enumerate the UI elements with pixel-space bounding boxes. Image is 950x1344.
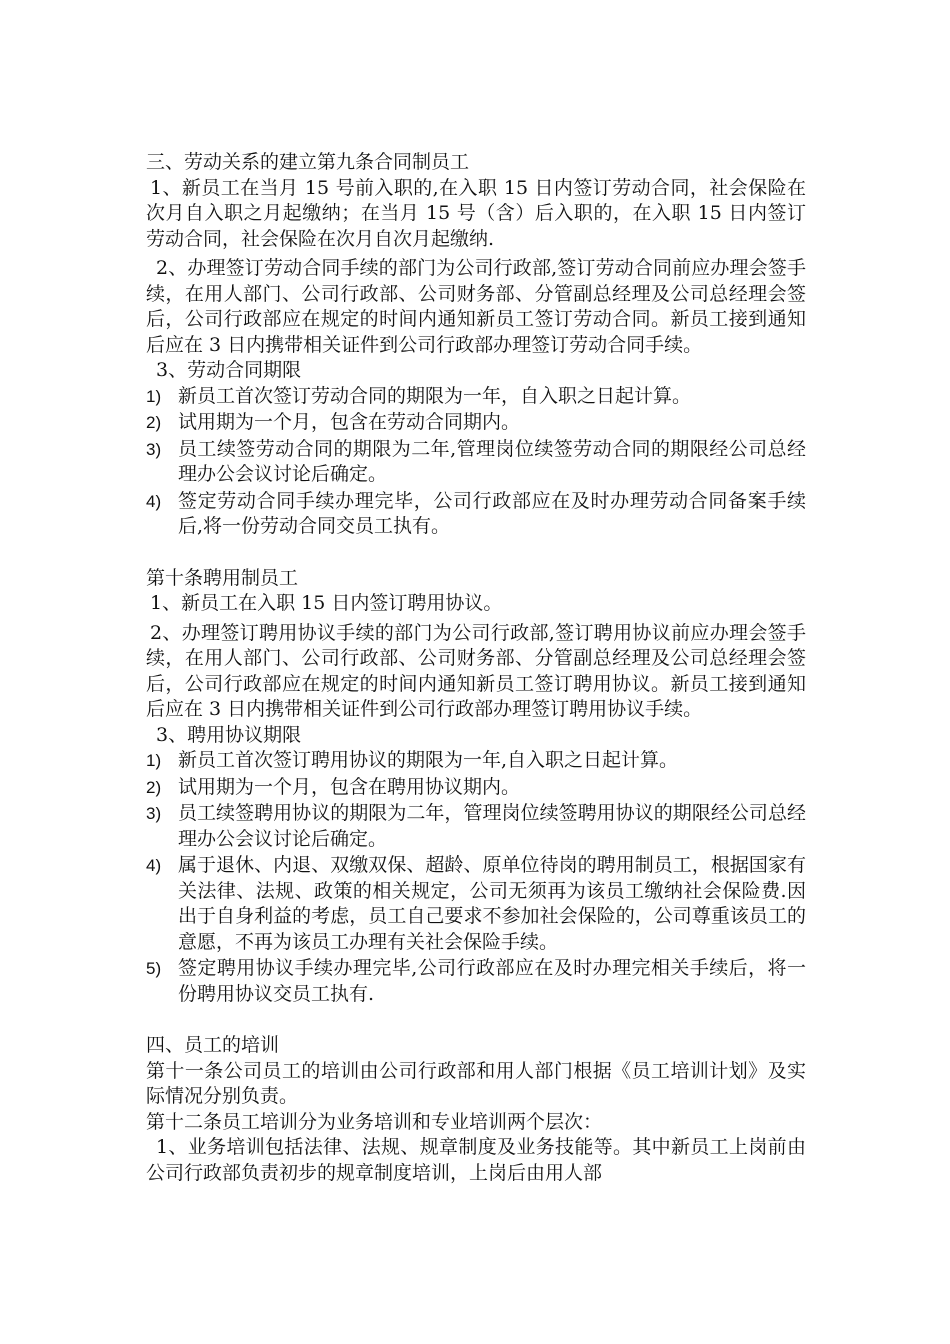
paragraph-agreement-term: 3、聘用协议期限 <box>156 723 302 746</box>
list-item-text: 签定劳动合同手续办理完毕，公司行政部应在及时办理劳动合同备案手续后,将一份劳动合同交员工执有。 <box>178 489 806 537</box>
list-item-text: 新员工首次签订聘用协议的期限为一年,自入职之日起计算。 <box>178 749 679 771</box>
section-heading-employment: 第十条聘用制员工 <box>146 566 299 589</box>
list-item <box>146 748 806 774</box>
list-item-text: 试用期为一个月，包含在劳动合同期内。 <box>178 411 521 433</box>
list-item <box>146 489 806 540</box>
list-item <box>146 410 806 436</box>
section-heading-training: 四、员工的培训 <box>146 1034 280 1056</box>
paragraph-agreement-signing: 1、新员工在入职 15 日内签订聘用协议。 <box>150 592 503 614</box>
list-item <box>146 775 806 801</box>
paragraph-contract-signing: 1、新员工在当月 15 号前入职的,在入职 15 日内签订劳动合同，社会保险在次月自入职之月起缴纳；在当月 15 号（含）后入职的，在入职 15 日内签订劳动合同，社会保险在次月自次月起缴纳. <box>146 176 806 250</box>
paragraph-training-levels: 第十二条员工培训分为业务培训和专业培训两个层次： <box>146 1110 603 1133</box>
list-item <box>146 384 806 410</box>
list-item <box>146 853 806 955</box>
list-item-text: 员工续签劳动合同的期限为二年,管理岗位续签劳动合同的期限经公司总经理办公会议讨论后确定。 <box>178 437 806 485</box>
agreement-term-list <box>146 748 806 1007</box>
list-number: 1) <box>146 386 162 406</box>
list-item <box>146 956 806 1007</box>
list-item-text: 属于退休、内退、双缴双保、超龄、原单位待岗的聘用制员工，根据国家有关法律、法规、政策的相关规定，公司无须再为该员工缴纳社会保险费.因出于自身利益的考虑，员工自己要求不参加社会保险的，公司尊重该员工的意愿，不再为该员工办理有关社会保险手续。 <box>178 854 806 953</box>
paragraph-contract-department: 2、办理签订劳动合同手续的部门为公司行政部,签订劳动合同前应办理会签手续，在用人部门、公司行政部、公司财务部、分管副总经理及公司总经理会签后，公司行政部应在规定的时间内通知新员工签订劳动合同。新员工接到通知后应在 3 日内携带相关证件到公司行政部办理签订劳动合同手续。 <box>146 257 806 356</box>
document-page <box>146 150 806 1186</box>
paragraph-training-responsibility: 第十一条公司员工的培训由公司行政部和用人部门根据《员工培训计划》及实际情况分别负责。 <box>146 1059 806 1107</box>
list-number: 3) <box>146 804 162 823</box>
list-number: 4) <box>146 856 162 875</box>
paragraph-agreement-department: 2、办理签订聘用协议手续的部门为公司行政部,签订聘用协议前应办理会签手续，在用人部门、公司行政部、公司财务部、分管副总经理及公司总经理会签后，公司行政部应在规定的时间内通知新员工签订聘用协议。新员工接到通知后应在 3 日内携带相关证件到公司行政部办理签订聘用协议手续。 <box>146 621 806 720</box>
blank-line <box>146 1008 806 1033</box>
paragraph-business-training: 1、业务培训包括法律、法规、规章制度及业务技能等。其中新员工上岗前由公司行政部负责初步的规章制度培训，上岗后由用人部 <box>146 1136 806 1184</box>
contract-term-list <box>146 384 806 540</box>
list-item-text: 签定聘用协议手续办理完毕,公司行政部应在及时办理完相关手续后，将一份聘用协议交员工执有. <box>178 957 806 1005</box>
list-number: 1) <box>146 751 162 770</box>
list-number: 4) <box>146 491 162 511</box>
list-number: 2) <box>146 413 162 432</box>
list-item-text: 员工续签聘用协议的期限为二年，管理岗位续签聘用协议的期限经公司总经理办公会议讨论后确定。 <box>178 802 806 850</box>
list-item-text: 新员工首次签订劳动合同的期限为一年，自入职之日起计算。 <box>178 384 692 407</box>
blank-line <box>146 541 806 566</box>
list-item <box>146 437 806 488</box>
paragraph-contract-term: 3、劳动合同期限 <box>156 359 302 381</box>
list-number: 5) <box>146 959 162 978</box>
list-number: 3) <box>146 439 162 459</box>
list-number: 2) <box>146 777 162 797</box>
list-item-text: 试用期为一个月，包含在聘用协议期内。 <box>178 775 521 798</box>
section-heading-labor-relations: 三、劳动关系的建立第九条合同制员工 <box>146 151 470 173</box>
list-item <box>146 801 806 852</box>
